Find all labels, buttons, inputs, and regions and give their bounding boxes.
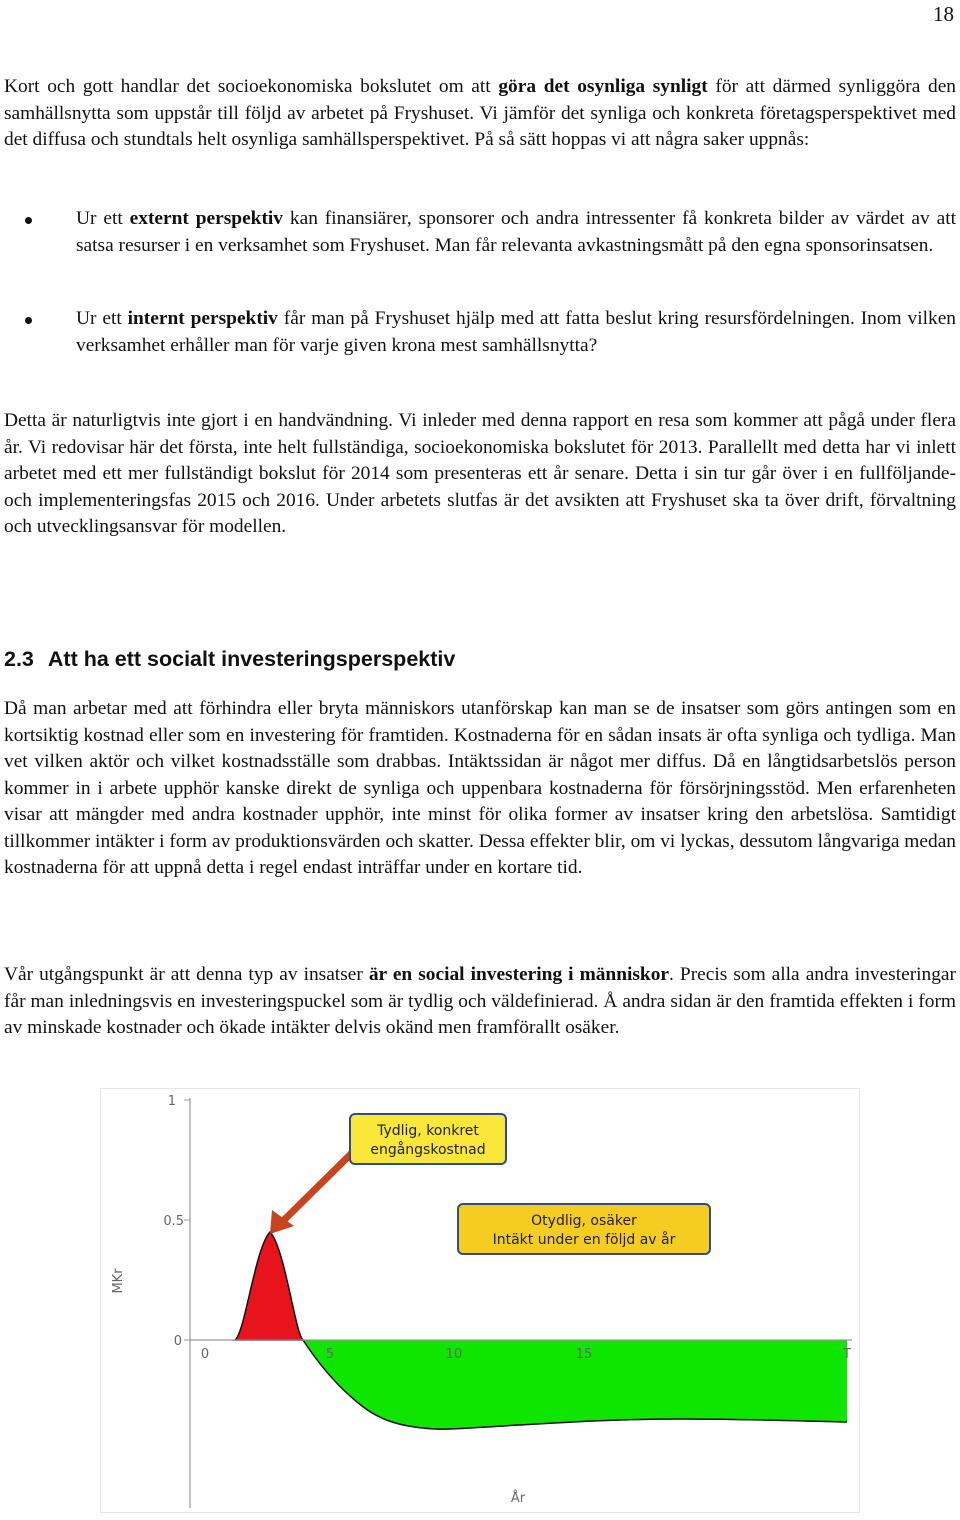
bullet-internal-text (76, 306, 956, 359)
callout-cost-line2: engångskostnad (370, 1142, 486, 1158)
callout-income-line2: Intäkt under en följd av år (492, 1232, 676, 1248)
section-number: 2.3 (4, 647, 34, 671)
paragraph-4 (4, 962, 956, 1042)
bullet-external-text (76, 206, 956, 259)
investment-curve-figure (100, 1088, 860, 1513)
paragraph-3: Då man arbetar med att förhindra eller bryta människors utanförskap kan man se de insatser som görs antingen som en kortsiktig kostnad eller som en investering för framtiden. Kostnaderna för en sådan insats är ofta synliga och tydliga. Man vet vilken aktör och vilket kostnadsställe som drabbas. Intäktssidan är något mer diffus. Då en långtidsarbetslös person kommer in i arbete upphör kanske direkt de synliga och uppenbara kostnaderna för försörjningsstöd. Men erfarenheten visar att mängder med andra kostnader upphör, inte minst för olika former av insatser kring den arbetslösa. Samtidigt tillkommer intäkter i form av produktionsvärden och skatter. Dessa effekter blir, om vi lyckas, dessutom långvariga medan kostnaderna för att uppnå detta i regel endast inträffar under en kortare tid. (4, 698, 956, 878)
callout-cost-line1: Tydlig, konkret (377, 1123, 479, 1139)
section-title: Att ha ett socialt investeringsperspektiv (47, 647, 456, 671)
y-tick-label: 0.5 (163, 1214, 184, 1229)
para4-post: . Precis som alla andra investeringar får man inledningsvis en investeringspuckel som är tydlig och väldefinierad. Å andra sidan är den framtida effekten i form av minskade kostnader och ökade intäkter delvis okänd men framförallt osäker. (4, 964, 956, 1038)
y-tick-label: 0 (173, 1334, 182, 1349)
bullet-internal-pre: Ur ett (76, 308, 128, 329)
x-tick-label: 0 (200, 1347, 210, 1362)
callout-income-line1: Otydlig, osäker (531, 1213, 637, 1229)
page-number: 18 (933, 2, 954, 26)
bullet-internal-post: får man på Fryshuset hjälp med att fatta beslut kring resursfördelningen. Inom vilken verksamhet erhåller man för varje given krona mest samhällsnytta? (76, 308, 956, 356)
para4-pre: Vår utgångspunkt är att denna typ av insatser (4, 964, 369, 985)
y-tick-label: 1 (167, 1094, 176, 1109)
x-tick-label: T (843, 1347, 851, 1362)
bullet-icon (25, 317, 32, 324)
bullet-external-bold: externt perspektiv (129, 208, 284, 229)
x-tick-label: 10 (445, 1347, 463, 1362)
x-tick-label: 15 (575, 1347, 593, 1362)
section-heading (4, 646, 455, 672)
x-tick-label: 5 (325, 1347, 335, 1362)
x-axis-label: År (510, 1491, 526, 1506)
bullet-icon (25, 217, 32, 224)
bullet-external-post: kan finansiärer, sponsorer och andra intressenter få konkreta bilder av värdet av att satsa resurser i en verksamhet som Fryshuset. Man får relevanta avkastningsmått på den egna sponsorinsatsen. (76, 208, 956, 256)
paragraph-2: Detta är naturligtvis inte gjort i en handvändning. Vi inleder med denna rapport en resa som kommer att pågå under flera år. Vi redovisar här det första, inte helt fullständiga, socioekonomiska bokslutet för 2013. Parallellt med detta har vi inlett arbetet med ett mer fullständigt bokslut för 2014 som presenteras ett år senare. Detta i sin tur går över i en fullföljande- och implementeringsfas 2015 och 2016. Under arbetets slutfas är det avsikten att Fryshuset ska ta över drift, förvaltning och utvecklingsansvar för modellen. (4, 410, 956, 537)
intro-text-2: för att därmed synliggöra den samhällsnytta som uppstår till följd av arbetet på Fryshuset. Vi jämför det synliga och konkreta företagsperspektivet med det diffusa och stundtals helt osynliga samhällsperspektivet. På så sätt hoppas vi att några saker uppnås: (4, 76, 956, 150)
bullet-external-pre: Ur ett (76, 208, 130, 229)
intro-bold: göra det osynliga synligt (498, 76, 708, 97)
y-axis-label: MKr (111, 1268, 126, 1294)
bullet-internal-bold: internt perspektiv (127, 308, 278, 329)
para4-bold: är en social investering i människor (368, 964, 670, 985)
intro-paragraph (4, 74, 956, 154)
intro-text-1: Kort och gott handlar det socioekonomiska bokslutet om att (4, 76, 499, 97)
